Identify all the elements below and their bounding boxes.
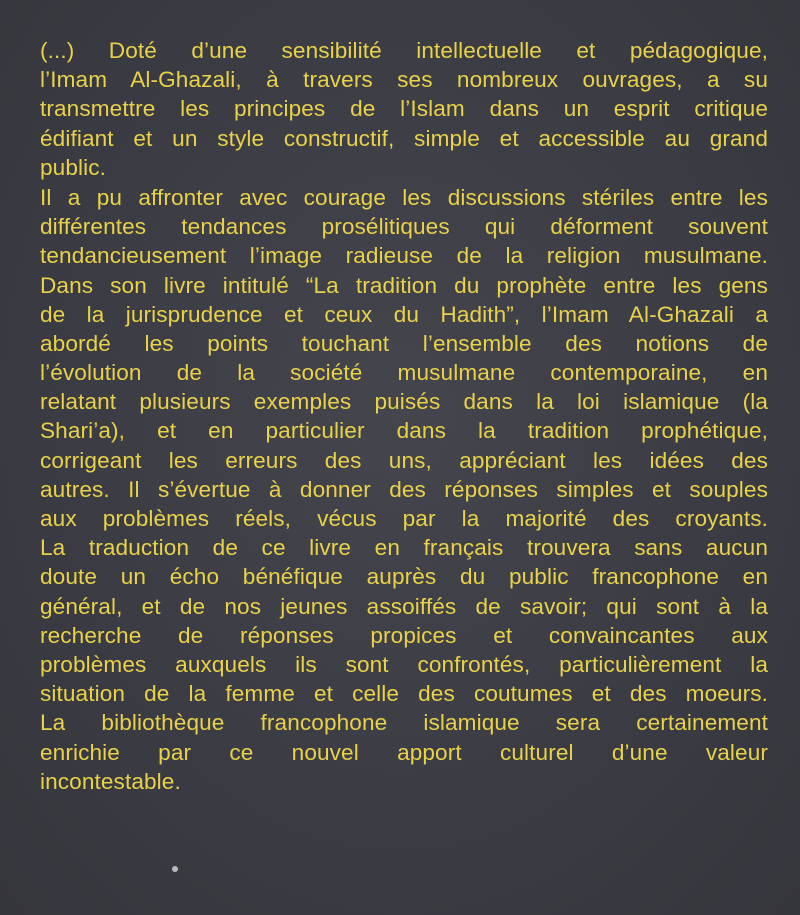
- text-line: enrichie par ce nouvel apport culturel d’une valeur: [40, 739, 768, 765]
- text-line: La traduction de ce livre en français trouvera sans aucun: [40, 535, 768, 561]
- text-line: Shari’a), et en particulier dans la tradition prophétique,: [40, 418, 768, 444]
- text-line: La bibliothèque francophone islamique sera certainement: [40, 710, 768, 736]
- text-line: l’évolution de la société musulmane contemporaine, en: [40, 360, 768, 386]
- text-line: Il a pu affronter avec courage les discussions stériles entre les: [40, 184, 768, 210]
- text-line: (...) Doté d’une sensibilité intellectuelle et pédagogique,: [40, 38, 768, 63]
- text-line: incontestable.: [40, 768, 181, 794]
- text-line: transmettre les principes de l’Islam dans un esprit critique: [40, 96, 768, 122]
- text-line: public.: [40, 154, 107, 180]
- text-line: situation de la femme et celle des coutumes et des moeurs.: [40, 681, 768, 707]
- text-line: tendancieusement l’image radieuse de la religion musulmane.: [40, 243, 768, 269]
- text-line: autres. Il s’évertue à donner des réponses simples et souples: [40, 476, 768, 502]
- text-line: relatant plusieurs exemples puisés dans la loi islamique (la: [40, 389, 768, 415]
- text-line: édifiant et un style constructif, simple et accessible au grand: [40, 125, 768, 151]
- paragraph-intro: [40, 36, 768, 182]
- text-line: problèmes auxquels ils sont confrontés, particulièrement la: [40, 651, 768, 677]
- text-line: général, et de nos jeunes assoiffés de savoir; qui sont à la: [40, 593, 768, 619]
- text-line: l’Imam Al-Ghazali, à travers ses nombreux ouvrages, a su: [40, 67, 768, 93]
- text-line: recherche de réponses propices et convaincantes aux: [40, 622, 768, 648]
- text-line: différentes tendances prosélitiques qui déforment souvent: [40, 214, 768, 240]
- text-line: de la jurisprudence et ceux du Hadith”, l’Imam Al-Ghazali a: [40, 301, 768, 327]
- text-line: doute un écho bénéfique auprès du public francophone en: [40, 564, 768, 590]
- text-line: corrigeant les erreurs des uns, appréciant les idées des: [40, 447, 768, 473]
- print-speck: [172, 866, 178, 872]
- text-line: Dans son livre intitulé “La tradition du prophète entre les gens: [40, 272, 768, 298]
- text-line: aux problèmes réels, vécus par la majorité des croyants.: [40, 506, 768, 531]
- paragraph-body: [40, 183, 768, 796]
- text-line: abordé les points touchant l’ensemble des notions de: [40, 330, 768, 356]
- back-cover-text: [40, 36, 768, 876]
